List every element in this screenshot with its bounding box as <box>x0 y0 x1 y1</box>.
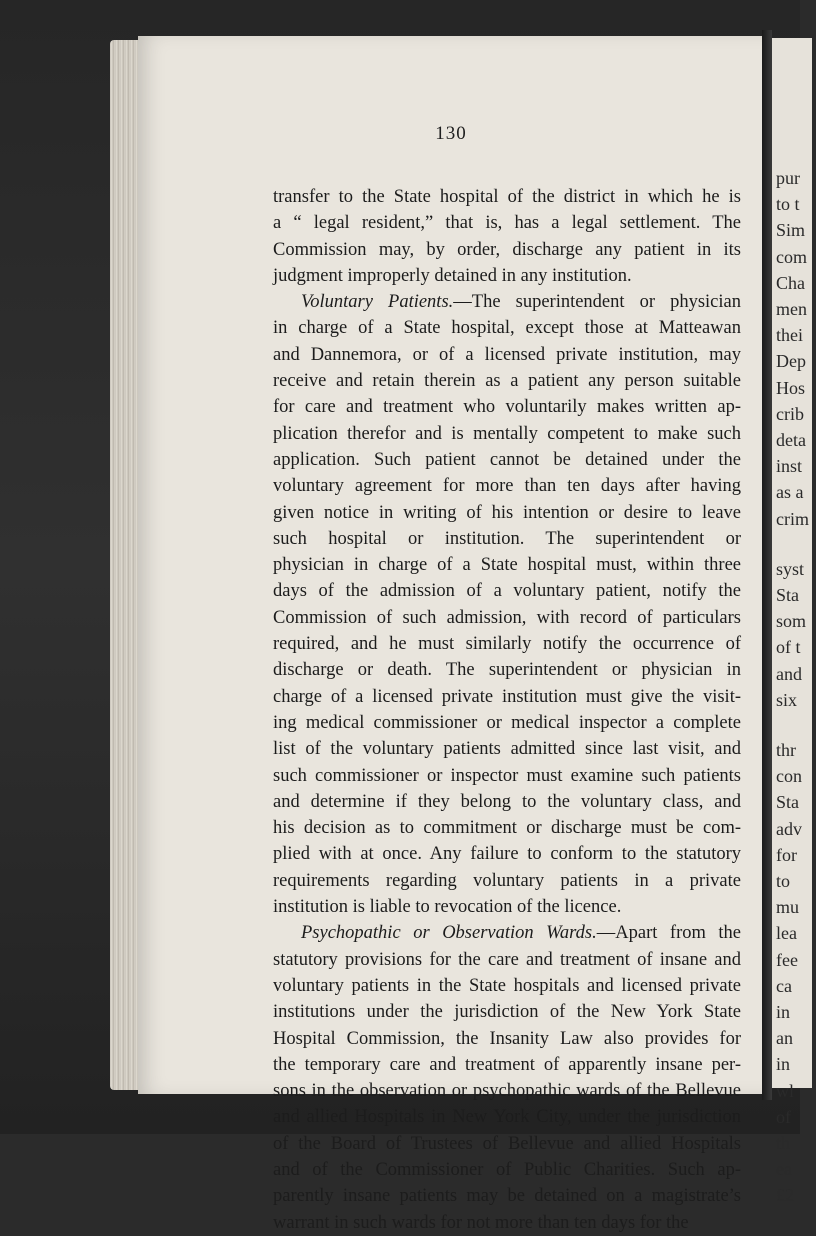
adjacent-page-text-fragment: of <box>776 1106 791 1127</box>
text-line: —The superintendent or physician <box>453 292 741 313</box>
adjacent-page-text-fragment: syst <box>776 558 805 579</box>
text-line: ing medical commissioner or medical inspector a complete <box>273 712 741 733</box>
text-line: voluntary agreement for more than ten days after having <box>273 476 741 497</box>
text-line: receive and retain therein as a patient any person suitable <box>273 371 741 392</box>
text-line: judgment improperly detained in any institution. <box>273 265 632 286</box>
text-line: discharge or death. The superintendent or physician in <box>273 660 741 681</box>
adjacent-page <box>772 38 812 1206</box>
text-line: application. Such patient cannot be detained under the <box>273 449 741 470</box>
text-line: and determine if they belong to the voluntary class, and <box>273 791 741 812</box>
adjacent-page-text-fragment: fee <box>776 949 798 970</box>
text-line: plication therefor and is mentally competent to make such <box>273 423 741 444</box>
text-line-with-heading <box>273 920 741 946</box>
text-line: in charge of a State hospital, except those at Matteawan <box>273 318 741 339</box>
adjacent-page-text-fragment: Sta <box>776 585 800 605</box>
text-line: institutions under the jurisdiction of the New York State <box>273 1002 741 1023</box>
adjacent-page-text-fragment: thr <box>776 740 796 760</box>
text-line: charge of a licensed private institution must give the visit- <box>273 686 741 707</box>
adjacent-page-text-fragment: as a <box>776 482 804 503</box>
adjacent-page-text-fragment: for <box>776 844 797 865</box>
section-heading-psychopathic-wards: Psychopathic or Observation Wards. <box>301 923 597 944</box>
adjacent-page-text-fragment: £2 <box>776 1185 794 1206</box>
adjacent-page-text-fragment: Hos <box>776 377 806 398</box>
text-line: for care and treatment who voluntarily makes written ap- <box>273 397 741 418</box>
text-line: statutory provisions for the care and treatment of insane and <box>273 949 741 970</box>
book-page <box>138 36 764 1233</box>
adjacent-page-text-fragment: ea <box>776 1159 792 1180</box>
adjacent-page-text-fragment: pur <box>776 168 800 188</box>
adjacent-page-text-fragment: crib <box>776 403 804 424</box>
adjacent-page-text-fragment: Sim <box>776 220 806 241</box>
body-text <box>273 184 742 1233</box>
adjacent-page-text-fragment: mu <box>776 897 800 918</box>
adjacent-page-text-fragment: in <box>776 1054 791 1075</box>
adjacent-page-text-fragment: Dep <box>776 351 806 372</box>
text-line: of the Board of Trustees of Bellevue and allied Hospitals <box>273 1133 741 1154</box>
adjacent-page-text-fragment: six <box>776 689 798 710</box>
text-line: his decision as to commitment or discharge must be com- <box>273 818 741 839</box>
text-line: transfer to the State hospital of the district in which he is <box>273 187 741 207</box>
text-line: a “ legal resident,” that is, has a legal settlement. The <box>273 213 741 234</box>
text-line: days of the admission of a voluntary patient, notify the <box>273 581 741 602</box>
text-line: Commission of such admission, with record of particulars <box>273 607 741 628</box>
text-line: required, and he must similarly notify the occurrence of <box>273 634 741 655</box>
text-line: given notice in writing of his intention or desire to leave <box>273 502 741 523</box>
text-line: requirements regarding voluntary patients in a private <box>273 870 741 891</box>
adjacent-page-text-fragment: wl <box>776 1080 794 1101</box>
adjacent-page-text-fragment: con <box>776 766 802 787</box>
adjacent-page-text-fragment: ca <box>776 975 792 996</box>
text-line: —Apart from the <box>596 923 742 944</box>
text-line: the temporary care and treatment of apparently insane per- <box>273 1054 741 1075</box>
text-line: parently insane patients may be detained on a magistrate’s <box>273 1186 741 1207</box>
text-line: physician in charge of a State hospital must, within three <box>273 555 741 576</box>
text-line: such hospital or institution. The superintendent or <box>273 528 741 549</box>
adjacent-page-text-fragment: com <box>776 246 807 267</box>
text-line: warrant in such wards for not more than ten days for the <box>273 1212 689 1233</box>
text-line: institution is liable to revocation of the licence. <box>273 897 622 918</box>
adjacent-page-text-fragment: Cha <box>776 272 805 293</box>
adjacent-page-text-fragment: th <box>776 1133 791 1153</box>
adjacent-page-text-fragment: thei <box>776 325 803 346</box>
text-line: Commission may, by order, discharge any patient in its <box>273 239 741 260</box>
adjacent-page-text-fragment: to t <box>776 194 800 215</box>
text-line: and Dannemora, or of a licensed private institution, may <box>273 344 741 365</box>
page-number: 130 <box>435 123 467 144</box>
adjacent-page-text-fragment: adv <box>776 818 802 839</box>
section-heading-voluntary-patients: Voluntary Patients. <box>301 292 454 313</box>
adjacent-page-text-fragment: lea <box>776 923 797 944</box>
adjacent-page-text-fragment: crim <box>776 508 809 529</box>
adjacent-page-text-fragment: men <box>776 299 807 319</box>
text-line: and allied Hospitals in New York City, under the jurisdiction <box>273 1107 741 1128</box>
text-line-with-heading <box>273 289 741 315</box>
text-line: such commissioner or inspector must examine such patients <box>273 765 741 786</box>
adjacent-page-text-fragment: and <box>776 663 802 684</box>
text-line: voluntary patients in the State hospitals and licensed private <box>273 975 741 996</box>
book-gutter <box>762 30 772 1100</box>
text-line: sons in the observation or psychopathic wards of the Bellevue <box>273 1081 741 1102</box>
adjacent-page-text-fragment: deta <box>776 430 806 450</box>
adjacent-page-text-fragment: of t <box>776 637 801 658</box>
adjacent-page-text-fragment: inst <box>776 456 803 477</box>
adjacent-page-text-fragment: Sta <box>776 792 800 813</box>
adjacent-page-text-fragment: som <box>776 611 807 632</box>
adjacent-page-text-fragment: an <box>776 1028 793 1049</box>
text-line: list of the voluntary patients admitted since last visit, and <box>273 739 741 760</box>
text-line: Hospital Commission, the Insanity Law also provides for <box>273 1028 741 1049</box>
adjacent-page-text-fragment: in <box>776 1002 791 1022</box>
adjacent-page-text-fragment: to <box>776 871 791 891</box>
text-line: plied with at once. Any failure to conform to the statutory <box>273 844 741 865</box>
text-line: and of the Commissioner of Public Charities. Such ap- <box>273 1159 741 1180</box>
